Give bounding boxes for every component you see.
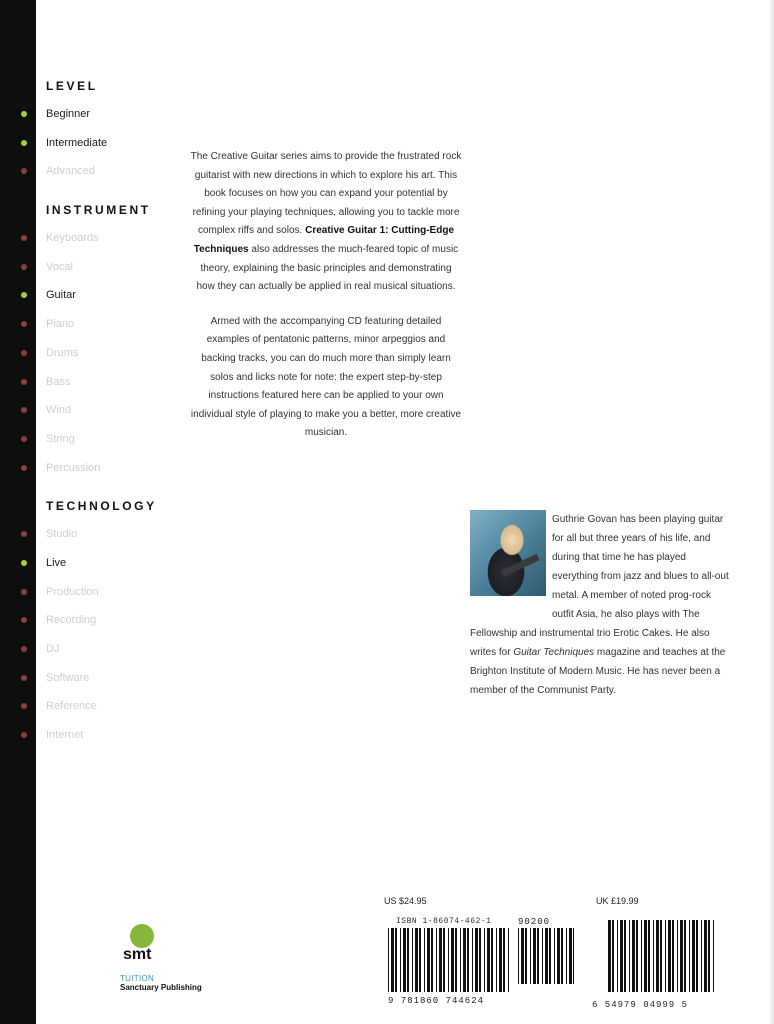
barcode-bar: [665, 920, 666, 992]
category-item-production: [18, 578, 178, 607]
category-item-software: [18, 664, 178, 693]
barcode-bar: [561, 928, 563, 984]
barcode-bar: [419, 928, 421, 992]
category-item-recording: [18, 606, 178, 635]
barcode-bar: [467, 928, 469, 992]
barcode-bar: [472, 928, 473, 992]
category-item-internet: [18, 721, 178, 750]
level-list: [18, 100, 178, 186]
barcode-bar: [460, 928, 461, 992]
level-heading: LEVEL: [46, 79, 98, 93]
barcode-bar: [573, 928, 574, 984]
category-label: Recording: [46, 614, 97, 627]
publisher-name: Sanctuary Publishing: [120, 983, 202, 992]
barcode-bar: [620, 920, 623, 992]
inactive-dot-icon: [21, 379, 27, 385]
barcode-bar: [395, 928, 397, 992]
active-dot-icon: [21, 111, 27, 117]
barcode-bar: [508, 928, 509, 992]
barcode-bar: [487, 928, 490, 992]
barcode-bar: [391, 928, 394, 992]
description-paragraph-2: Armed with the accompanying CD featuring detailed examples of pentatonic patterns, minor arpeggios and backing tracks, you can do much more than simply learn solos and licks note for note: the expert step-by-step instructions featured here can be applied to your own individual style of playing to make you a better, more creative musician.: [190, 315, 462, 439]
category-item-reference: [18, 692, 178, 721]
barcode-bar: [443, 928, 445, 992]
book-title: Creative Guitar 1: Cutting-Edge Techniques: [193, 225, 454, 255]
inactive-dot-icon: [21, 235, 27, 241]
barcode-bar: [451, 928, 454, 992]
category-item-advanced: [18, 157, 178, 186]
barcode-bar: [656, 920, 659, 992]
barcode-bar: [424, 928, 425, 992]
barcode-bar: [427, 928, 430, 992]
barcode-bar: [624, 920, 626, 992]
instrument-list: [18, 224, 178, 482]
category-item-string: [18, 425, 178, 454]
category-label: Intermediate: [46, 136, 108, 149]
barcode-bar: [475, 928, 478, 992]
category-label: Vocal: [46, 260, 73, 273]
category-sidebar: [18, 76, 178, 750]
barcode-bar: [557, 928, 560, 984]
category-item-beginner: [18, 100, 178, 129]
barcode-bar: [455, 928, 457, 992]
isbn-barcode-bars: [388, 928, 509, 992]
category-label: Beginner: [46, 108, 91, 120]
barcode-bar: [439, 928, 442, 992]
barcode-bar: [530, 928, 531, 984]
barcode-bar: [400, 928, 401, 992]
category-item-guitar: [18, 281, 178, 310]
inactive-dot-icon: [21, 264, 27, 270]
barcode-bar: [403, 928, 406, 992]
category-label: Percussion: [46, 461, 101, 474]
isbn-barcode: [386, 928, 578, 992]
barcode-bar: [644, 920, 647, 992]
barcode-bar: [708, 920, 710, 992]
logo-wordmark: smt: [123, 946, 152, 963]
logo-circle-icon: [130, 924, 154, 948]
inactive-dot-icon: [21, 589, 27, 595]
barcode-bar: [704, 920, 707, 992]
barcode-bar: [496, 928, 497, 992]
inactive-dot-icon: [21, 732, 27, 738]
category-label: Live: [46, 556, 67, 569]
description-paragraph-1: The Creative Guitar series aims to provide the frustrated rock guitarist with new directions in which to explore his art. This book focuses on how you can expand your potential by refining your playing techniques, allowing you to tackle more complex riffs and solos. Creative Guitar 1: Cutting-Edge Techniques also addresses the much-feared topic of music theory, explaining the basic principles and demonstrating how they can actually be applied in real musical situations.: [190, 151, 462, 293]
price-barcode-digits: 6 54979 04999 5: [592, 1000, 689, 1010]
barcode-bar: [660, 920, 662, 992]
barcode-bar: [549, 928, 551, 984]
inactive-dot-icon: [21, 646, 27, 652]
category-item-drums: [18, 339, 178, 368]
barcode-bar: [636, 920, 638, 992]
category-label: Advanced: [46, 165, 95, 178]
barcode-bar: [684, 920, 686, 992]
inactive-dot-icon: [21, 407, 27, 413]
inactive-dot-icon: [21, 675, 27, 681]
inactive-dot-icon: [21, 531, 27, 537]
barcode-bar: [672, 920, 674, 992]
active-dot-icon: [21, 292, 27, 298]
author-bio: Guthrie Govan has been playing guitar for all but three years of his life, and during that time he has played everything from jazz and blues to all-out metal. A member of noted prog-rock outfit Asia, he also plays with The Fellowship and instrumental trio Erotic Cakes. He also writes for Guitar Techniques magazine and teaches at the Brighton Institute of Modern Music. He has never been a member of the Communist Party.: [470, 514, 729, 696]
inactive-dot-icon: [21, 168, 27, 174]
technology-heading: TECHNOLOGY: [46, 499, 157, 514]
category-item-wind: [18, 396, 178, 425]
page-edge-shadow: [768, 0, 774, 1024]
barcode-bar: [415, 928, 418, 992]
publisher-logo: [120, 924, 220, 992]
category-item-keyboards: [18, 224, 178, 253]
category-label: DJ: [46, 643, 60, 655]
barcode-bar: [641, 920, 642, 992]
category-label: Guitar: [46, 289, 76, 302]
category-item-bass: [18, 368, 178, 397]
category-label: Bass: [46, 375, 71, 388]
barcode-bar: [632, 920, 635, 992]
barcode-bar: [696, 920, 698, 992]
barcode-bar: [617, 920, 618, 992]
barcode-bar: [537, 928, 539, 984]
barcode-bar: [554, 928, 555, 984]
category-label: Production: [46, 585, 99, 598]
barcode-bar: [566, 928, 567, 984]
barcode-bar: [648, 920, 650, 992]
active-dot-icon: [21, 140, 27, 146]
barcode-bar: [431, 928, 433, 992]
barcode-bar: [689, 920, 690, 992]
barcode-bar: [542, 928, 543, 984]
isbn-number: ISBN 1-86074-462-1: [396, 917, 492, 926]
category-item-piano: [18, 310, 178, 339]
category-label: Piano: [46, 318, 75, 331]
price-barcode-bars: [608, 920, 714, 992]
active-dot-icon: [21, 560, 27, 566]
logo-tuition-label: TUITION: [120, 974, 155, 983]
barcode-bar: [701, 920, 702, 992]
category-label: Studio: [46, 528, 78, 541]
category-item-dj: [18, 635, 178, 664]
barcode-bar: [668, 920, 671, 992]
barcode-bar: [503, 928, 505, 992]
instrument-heading: INSTRUMENT: [46, 203, 151, 218]
inactive-dot-icon: [21, 350, 27, 356]
barcode-bar: [612, 920, 614, 992]
category-label: Keyboards: [46, 232, 99, 245]
price-barcode: [606, 920, 718, 992]
barcode-bar: [653, 920, 654, 992]
barcode-bar: [713, 920, 714, 992]
barcode-bar: [479, 928, 481, 992]
inactive-dot-icon: [21, 465, 27, 471]
category-item-intermediate: [18, 129, 178, 158]
barcode-bar: [692, 920, 695, 992]
barcode-bar: [436, 928, 437, 992]
inactive-dot-icon: [21, 436, 27, 442]
barcode-bar: [518, 928, 519, 984]
technology-list: [18, 520, 178, 750]
inactive-dot-icon: [21, 703, 27, 709]
inactive-dot-icon: [21, 321, 27, 327]
category-item-studio: [18, 520, 178, 549]
category-item-percussion: [18, 454, 178, 483]
category-label: Wind: [46, 404, 72, 417]
addon-barcode-bars: [518, 928, 574, 984]
category-label: Drums: [46, 346, 79, 359]
barcode-bar: [608, 920, 611, 992]
barcode-bar: [448, 928, 449, 992]
barcode-bar: [388, 928, 389, 992]
barcode-bar: [463, 928, 466, 992]
barcode-bar: [484, 928, 485, 992]
barcode-bar: [521, 928, 524, 984]
barcode-digits: 9 781860 744624: [388, 996, 485, 1006]
barcode-bar: [491, 928, 493, 992]
barcode-bar: [499, 928, 502, 992]
barcode-bar: [533, 928, 536, 984]
book-description: [190, 148, 462, 459]
barcode-bar: [545, 928, 548, 984]
barcode-bar: [677, 920, 678, 992]
category-item-live: [18, 549, 178, 578]
barcode-bar: [525, 928, 527, 984]
category-label: String: [46, 432, 75, 445]
barcode-bar: [629, 920, 630, 992]
uk-price: UK £19.99: [596, 896, 639, 906]
barcode-bar: [680, 920, 683, 992]
us-price: US $24.95: [384, 896, 427, 906]
category-label: Internet: [46, 729, 84, 742]
magazine-title: Guitar Techniques: [513, 647, 595, 658]
barcode-addon-digits: 90200: [518, 917, 551, 927]
barcode-bar: [412, 928, 413, 992]
category-item-vocal: [18, 253, 178, 282]
barcode-bar: [569, 928, 572, 984]
category-label: Reference: [46, 700, 97, 713]
category-label: Software: [46, 671, 90, 684]
inactive-dot-icon: [21, 617, 27, 623]
barcode-bar: [407, 928, 409, 992]
